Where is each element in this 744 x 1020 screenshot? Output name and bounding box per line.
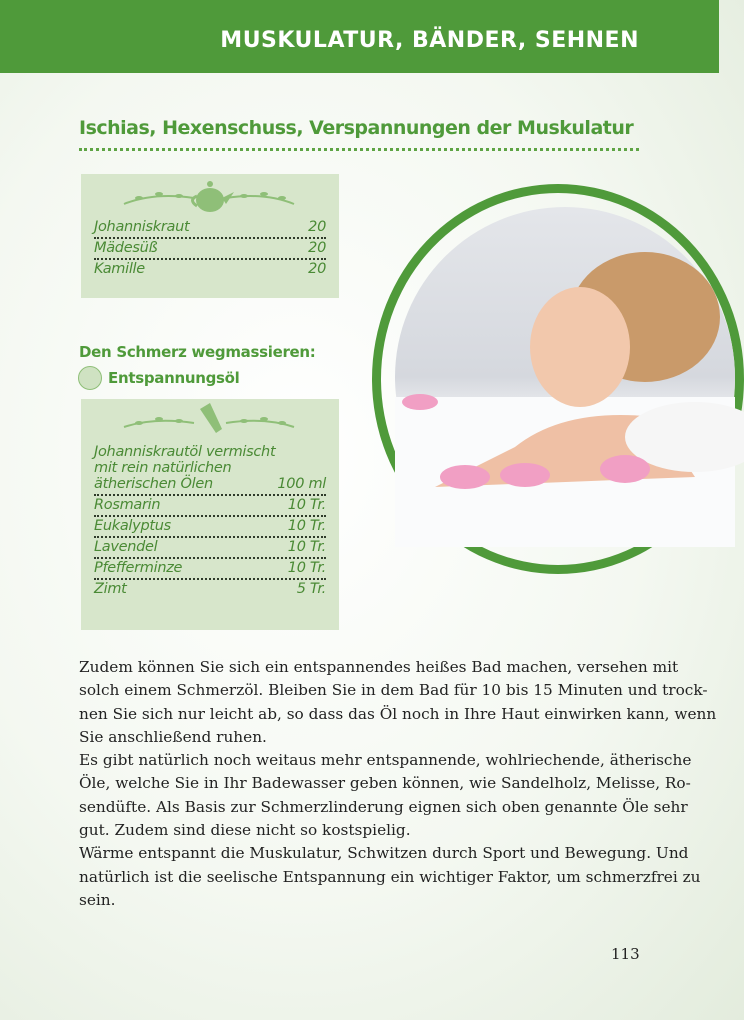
body-line: Sie anschließend ruhen. — [79, 727, 267, 746]
ingredient-amount: 20 — [308, 219, 326, 235]
ingredient-name: Johanniskraut — [94, 219, 190, 235]
ingredient-name: Mädesüß — [94, 240, 158, 256]
page-number: 113 — [611, 945, 640, 963]
recipe-row — [94, 260, 326, 279]
body-line: Zudem können Sie sich ein entspannendes heißes Bad machen, versehen mit — [79, 658, 679, 676]
recipe-row — [94, 517, 326, 538]
ingredient-name: Rosmarin — [94, 497, 161, 513]
body-line: Wärme entspannt die Muskulatur, Schwitzen durch Sport und Bewegung. Und — [79, 844, 689, 863]
ingredient-name: Zimt — [94, 581, 127, 597]
ingredient-name: Lavendel — [94, 539, 158, 555]
ingredient-name: Kamille — [94, 261, 145, 277]
body-line: natürlich ist die seelische Entspannung ein wichtiger Faktor, um schmerzfrei zu — [79, 867, 701, 886]
ingredient-name-line: ätherischen Ölen — [94, 476, 213, 492]
body-line: Es gibt natürlich noch weitaus mehr entspannende, wohlriechende, ätherische — [79, 751, 692, 770]
section-header — [0, 0, 719, 73]
ingredient-name: Pfefferminze — [94, 560, 183, 576]
ingredient-amount: 100 ml — [277, 476, 326, 492]
ingredient-amount: 10 Tr. — [287, 560, 326, 576]
body-line: Öle, welche Sie in Ihr Badewasser geben können, wie Sandelholz, Melisse, Ro- — [79, 774, 691, 793]
massage-heading: Den Schmerz wegmassieren: — [79, 343, 316, 361]
ingredient-name-line: mit rein natürlichen — [94, 460, 232, 476]
ingredient-amount: 10 Tr. — [287, 539, 326, 555]
recipe-row — [94, 239, 326, 260]
section-title: MUSKULATUR, BÄNDER, SEHNEN — [220, 28, 639, 53]
ingredient-name — [94, 444, 275, 492]
title-divider — [79, 148, 639, 151]
recipe-row — [94, 443, 326, 496]
tea-recipe-box — [81, 174, 339, 298]
bath-photo — [395, 207, 735, 547]
massage-label-text: Entspannungsöl — [108, 369, 240, 387]
body-line: sendüfte. Als Basis zur Schmerzlinderung eignen sich oben genannte Öle sehr — [79, 797, 688, 816]
recipe-row — [94, 580, 326, 599]
ingredient-amount: 10 Tr. — [287, 518, 326, 534]
ingredient-name-line: Johanniskrautöl vermischt — [94, 444, 276, 460]
ingredient-amount: 5 Tr. — [296, 581, 326, 597]
recipe-row — [94, 218, 326, 239]
page-title: Ischias, Hexenschuss, Verspannungen der Muskulatur — [79, 117, 634, 139]
body-line: gut. Zudem sind diese nicht so kostspielig. — [79, 821, 411, 840]
ingredient-amount: 20 — [308, 240, 326, 256]
body-line: sein. — [79, 890, 116, 909]
body-text — [79, 656, 717, 912]
body-line: solch einem Schmerzöl. Bleiben Sie in dem Bad für 10 bis 15 Minuten und trock- — [79, 681, 708, 700]
teapot-icon — [94, 174, 326, 218]
recipe-row — [94, 538, 326, 559]
ointment-tube-icon — [94, 399, 326, 443]
body-line: nen Sie sich nur leicht ab, so dass das Öl noch in Ihre Haut einwirken kann, wenn — [79, 704, 717, 723]
recipe-row — [94, 496, 326, 517]
oil-recipe-box — [81, 399, 339, 630]
recipe-row — [94, 559, 326, 580]
ingredient-name: Eukalyptus — [94, 518, 171, 534]
ingredient-amount: 10 Tr. — [287, 497, 326, 513]
ointment-tube-icon — [78, 366, 102, 390]
ingredient-amount: 20 — [308, 261, 326, 277]
massage-label — [78, 366, 240, 390]
